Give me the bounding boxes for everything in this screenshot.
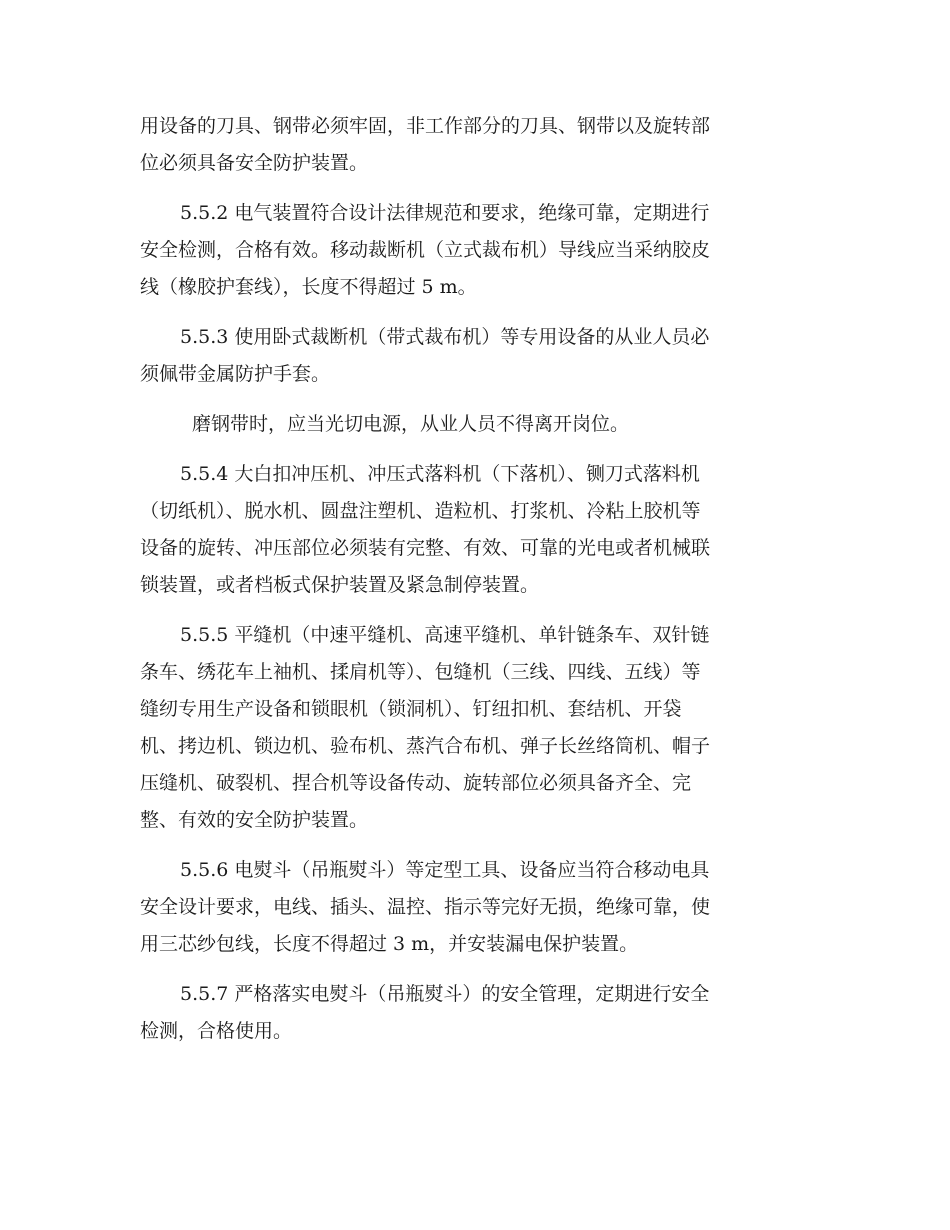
text-line: （切纸机）、脱水机、圆盘注塑机、造粒机、打浆机、冷粘上胶机等 — [140, 500, 701, 522]
text-line: 5.5.4 大白扣冲压机、冲压式落料机（下落机）、铡刀式落料机 — [180, 463, 700, 485]
paragraph-5-5-7 — [140, 976, 800, 1050]
paragraph-grinding-note — [140, 406, 800, 443]
text-line: 条车、绣花车上袖机、揉肩机等）、包缝机（三线、四线、五线）等 — [140, 661, 701, 683]
text-line: 设备的旋转、冲压部位必须装有完整、有效、可靠的光电或者机械联 — [140, 537, 711, 559]
text-line: 5.5.2 电气装置符合设计法律规范和要求，绝缘可靠，定期进行 — [180, 202, 710, 224]
text-line: 整、有效的安全防护装置。 — [140, 809, 369, 831]
text-line: 磨钢带时，应当光切电源，从业人员不得离开岗位。 — [192, 413, 630, 435]
text-line: 安全检测，合格有效。移动裁断机（立式裁布机）导线应当采纳胶皮 — [140, 239, 711, 261]
text-line: 安全设计要求，电线、插头、温控、指示等完好无损，绝缘可靠，使 — [140, 896, 711, 918]
text-line: 压缝机、破裂机、捏合机等设备传动、旋转部位必须具备齐全、完 — [140, 772, 692, 794]
text-line: 机、拷边机、锁边机、验布机、蒸汽合布机、弹子长丝络筒机、帽子 — [140, 735, 711, 757]
paragraph-5-5-5 — [140, 617, 800, 839]
paragraph-5-5-2 — [140, 195, 800, 306]
text-line: 5.5.3 使用卧式裁断机（带式裁布机）等专用设备的从业人员必 — [180, 326, 710, 348]
text-line: 锁装置，或者档板式保护装置及紧急制停装置。 — [140, 574, 540, 596]
text-line: 5.5.6 电熨斗（吊瓶熨斗）等定型工具、设备应当符合移动电具 — [180, 859, 710, 881]
text-line: 缝纫专用生产设备和锁眼机（锁洞机）、钉纽扣机、套结机、开袋 — [140, 698, 682, 720]
text-line: 线（橡胶护套线），长度不得超过 5 m。 — [140, 276, 477, 298]
paragraph-5-5-4 — [140, 456, 800, 604]
text-line: 须佩带金属防护手套。 — [140, 363, 331, 385]
text-line: 位必须具备安全防护装置。 — [140, 152, 369, 174]
document-body — [140, 108, 800, 1063]
text-line: 用三芯纱包线，长度不得超过 3 m，并安装漏电保护装置。 — [140, 933, 639, 955]
text-line: 5.5.5 平缝机（中速平缝机、高速平缝机、单针链条车、双针链 — [180, 624, 710, 646]
paragraph-continuation — [140, 108, 800, 182]
text-line: 检测，合格使用。 — [140, 1020, 293, 1042]
text-line: 用设备的刀具、钢带必须牢固，非工作部分的刀具、钢带以及旋转部 — [140, 115, 711, 137]
paragraph-5-5-6 — [140, 852, 800, 963]
paragraph-5-5-3 — [140, 319, 800, 393]
text-line: 5.5.7 严格落实电熨斗（吊瓶熨斗）的安全管理，定期进行安全 — [180, 983, 710, 1005]
